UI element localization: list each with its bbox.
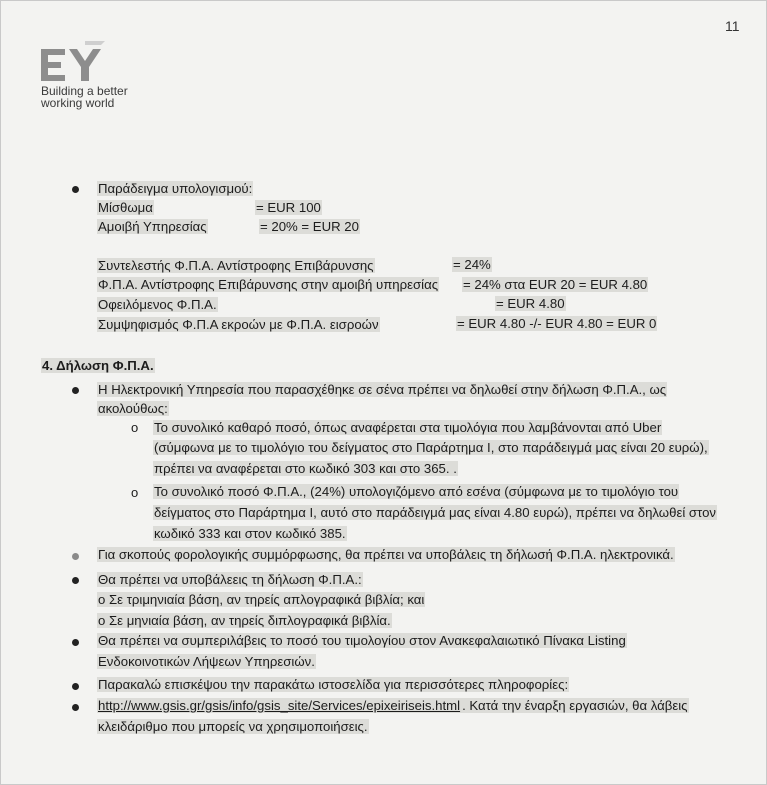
sub1-line2: (σύμφωνα με το τιμολόγιο του δείγματος στο Παράρτημα Ι, στο παράδειγμά μας είναι 20 ευρώ), — [154, 440, 708, 455]
bullet6-after-link: . Κατά την έναρξη εργασιών, θα λάβεις — [462, 698, 688, 713]
vat-rate-label: Συντελεστής Φ.Π.Α. Αντίστροφης Επιβάρυνσης — [98, 258, 374, 273]
sub-bullet-marker: o — [131, 485, 139, 500]
bullet3-line3: ο Σε μηνιαία βάση, αν τηρείς διπλογραφικά βιβλία. — [98, 613, 391, 628]
example-title: Παράδειγμα υπολογισμού: — [98, 181, 253, 196]
brand-tagline — [41, 85, 128, 109]
bullet2-text: Για σκοπούς φορολογικής συμμόρφωσης, θα πρέπει να υποβάλεις τη δήλωσή Φ.Π.Α. ηλεκτρονικά. — [98, 547, 674, 562]
bullet — [72, 186, 79, 193]
tagline-line-1: Building a better — [41, 84, 128, 98]
bullet1-line2: ακολούθως: — [98, 401, 168, 416]
bullet6-line2: κλειδάριθμο που μπορείς να χρησιμοποιήσεις. — [98, 719, 368, 734]
owed-vat-value: = EUR 4.80 — [496, 296, 565, 311]
sub2-line1: Το συνολικό ποσό Φ.Π.Α., (24%) υπολογιζόμενο από εσένα (σύμφωνα με το τιμολόγιο του — [154, 484, 679, 499]
section-heading: 4. Δήλωση Φ.Π.Α. — [42, 358, 154, 373]
bullet5-text: Παρακαλώ επισκέψου την παρακάτω ιστοσελίδα για περισσότερες πληροφορίες: — [98, 677, 569, 692]
bullet — [72, 639, 79, 646]
vat-rate-value: = 24% — [453, 257, 491, 272]
bullet — [72, 553, 79, 560]
offset-value: = EUR 4.80 -/- EUR 4.80 = EUR 0 — [457, 316, 657, 331]
reverse-vat-value: = 24% στα EUR 20 = EUR 4.80 — [463, 277, 648, 292]
bullet — [72, 683, 79, 690]
sub1-line1: Το συνολικό καθαρό ποσό, όπως αναφέρεται στα τιμολόγια που λαμβάνονται από Uber — [154, 420, 662, 435]
bullet3-line2: ο Σε τριμηνιαία βάση, αν τηρείς απλογραφικά βιβλία; και — [98, 592, 425, 607]
tagline-line-2: working world — [41, 96, 115, 110]
fee-label: Αμοιβή Υπηρεσίας — [98, 219, 207, 234]
rent-label: Μίσθωμα — [98, 200, 153, 215]
reverse-vat-label: Φ.Π.Α. Αντίστροφης Επιβάρυνσης στην αμοιβή υπηρεσίας — [98, 277, 439, 292]
bullet — [72, 577, 79, 584]
bullet — [72, 704, 79, 711]
page-number: 11 — [725, 18, 740, 34]
offset-label: Συμψηφισμός Φ.Π.Α εκροών με Φ.Π.Α. εισροών — [98, 317, 379, 332]
sub-bullet-marker: o — [131, 420, 139, 435]
fee-value: = 20% = EUR 20 — [260, 219, 359, 234]
sub1-line3: πρέπει να αναφέρεται στο κωδικό 303 και στο 365. . — [154, 461, 457, 476]
bullet4-line2: Ενδοκοινοτικών Λήψεων Υπηρεσιών. — [98, 654, 315, 669]
rent-value: = EUR 100 — [256, 200, 321, 215]
bullet — [72, 387, 79, 394]
sub2-line2: δείγματος στο Παράρτημα Ι, αυτό στο παράδειγμά μας είναι 4.80 ευρώ), πρέπει να δηλωθεί στον — [154, 505, 716, 520]
ey-logo — [41, 41, 105, 81]
bullet1-line1: Η Ηλεκτρονική Υπηρεσία που παρασχέθηκε σε σένα πρέπει να δηλωθεί στην δήλωση Φ.Π.Α., ως — [98, 382, 667, 397]
bullet4-line1: Θα πρέπει να συμπεριλάβεις το ποσό του τιμολογίου στον Ανακεφαλαιωτικό Πίνακα Listing — [98, 633, 626, 648]
sub2-line3: κωδικό 333 και στον κωδικό 385. — [154, 526, 346, 541]
bullet3-line1: Θα πρέπει να υποβάλεεις τη δήλωση Φ.Π.Α.: — [98, 572, 362, 587]
owed-vat-label: Οφειλόμενος Φ.Π.Α. — [98, 297, 217, 312]
gsis-link[interactable]: http://www.gsis.gr/gsis/info/gsis_site/Services/epixeiriseis.html — [98, 698, 461, 713]
